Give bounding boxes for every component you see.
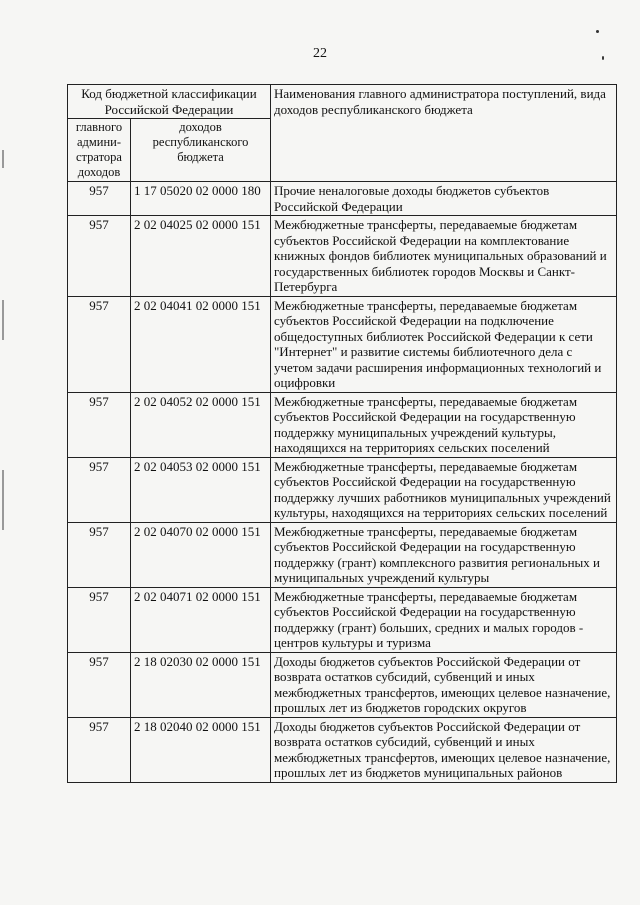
table-row (68, 216, 617, 297)
revenue-code-cell: 2 02 04052 02 0000 151 (131, 392, 271, 457)
revenue-code-cell: 2 02 04053 02 0000 151 (131, 457, 271, 522)
administrator-code-cell: 957 (68, 522, 131, 587)
table-row (68, 522, 617, 587)
revenue-code-cell: 2 02 04070 02 0000 151 (131, 522, 271, 587)
table-row (68, 182, 617, 216)
revenue-code-cell: 2 02 04025 02 0000 151 (131, 216, 271, 297)
table-header (68, 85, 617, 182)
revenue-description-cell: Межбюджетные трансферты, передаваемые бюджетам субъектов Российской Федерации на государственную поддержку (грант) больших, средних и малых городов - центров культуры и туризма (271, 587, 617, 652)
administrator-code-cell: 957 (68, 392, 131, 457)
scan-edge-mark (2, 150, 4, 168)
administrator-code-cell: 957 (68, 717, 131, 782)
revenue-code-cell: 1 17 05020 02 0000 180 (131, 182, 271, 216)
table-row (68, 457, 617, 522)
administrator-code-cell: 957 (68, 457, 131, 522)
header-revenue-code: доходов республиканского бюджета (131, 119, 271, 182)
revenue-description-cell: Межбюджетные трансферты, передаваемые бюджетам субъектов Российской Федерации на подключение общедоступных библиотек Российской Федерации к сети "Интернет" и развитие системы библиотечного дела с учетом задачи расширения информационных технологий и оцифровки (271, 296, 617, 392)
table-row (68, 587, 617, 652)
scan-edge-mark (2, 300, 4, 340)
table-row (68, 652, 617, 717)
revenue-code-cell: 2 02 04071 02 0000 151 (131, 587, 271, 652)
administrator-code-cell: 957 (68, 182, 131, 216)
revenue-description-cell: Межбюджетные трансферты, передаваемые бюджетам субъектов Российской Федерации на государственную поддержку муниципальных учреждений культуры, находящихся на территориях сельских поселений (271, 392, 617, 457)
header-budget-classification-code: Код бюджетной классификации Российской Федерации (68, 85, 271, 119)
table-body (68, 182, 617, 783)
revenue-description-cell: Межбюджетные трансферты, передаваемые бюджетам субъектов Российской Федерации на государственную поддержку лучших работников муниципальных учреждений культуры, находящихся на территориях сельских поселений (271, 457, 617, 522)
revenue-code-cell: 2 18 02030 02 0000 151 (131, 652, 271, 717)
table-row (68, 392, 617, 457)
budget-classification-table (67, 84, 617, 783)
administrator-code-cell: 957 (68, 652, 131, 717)
administrator-code-cell: 957 (68, 216, 131, 297)
header-main-administrator: главного админи-стратора доходов (68, 119, 131, 182)
revenue-description-cell: Прочие неналоговые доходы бюджетов субъектов Российской Федерации (271, 182, 617, 216)
revenue-code-cell: 2 18 02040 02 0000 151 (131, 717, 271, 782)
table-row (68, 296, 617, 392)
revenue-description-cell: Доходы бюджетов субъектов Российской Федерации от возврата остатков субсидий, субвенций и иных межбюджетных трансфертов, имеющих целевое назначение, прошлых лет из бюджетов муниципальных районов (271, 717, 617, 782)
revenue-description-cell: Доходы бюджетов субъектов Российской Федерации от возврата остатков субсидий, субвенций и иных межбюджетных трансфертов, имеющих целевое назначение, прошлых лет из бюджетов городских округов (271, 652, 617, 717)
administrator-code-cell: 957 (68, 587, 131, 652)
scan-speck (596, 30, 599, 33)
revenue-code-cell: 2 02 04041 02 0000 151 (131, 296, 271, 392)
table-row (68, 717, 617, 782)
header-administrator-name: Наименования главного администратора поступлений, вида доходов республиканского бюджета (271, 85, 617, 182)
page-number: 22 (313, 46, 327, 61)
revenue-description-cell: Межбюджетные трансферты, передаваемые бюджетам субъектов Российской Федерации на государственную поддержку (грант) комплексного развития региональных и муниципальных учреждений культуры (271, 522, 617, 587)
revenue-description-cell: Межбюджетные трансферты, передаваемые бюджетам субъектов Российской Федерации на комплектование книжных фондов библиотек муниципальных образований и государственных библиотек городов Москвы и Санкт-Петербурга (271, 216, 617, 297)
administrator-code-cell: 957 (68, 296, 131, 392)
scan-edge-mark (2, 470, 4, 530)
